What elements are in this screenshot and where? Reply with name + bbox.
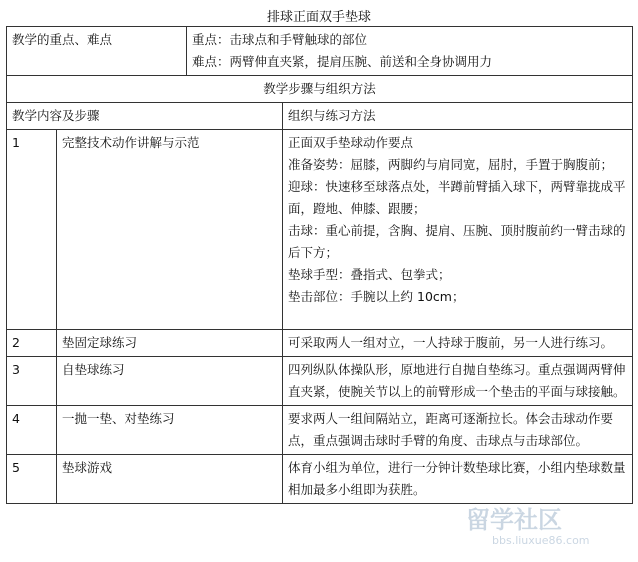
watermark-logo (462, 502, 632, 548)
row-method (283, 406, 633, 455)
focus-text: 重点：击球点和手臂触球的部位 (192, 32, 368, 47)
method-line: 垫球手型：叠指式、包拳式； (288, 267, 451, 282)
method-line: 体育小组为单位，进行一分钟计数垫球比赛，小组内垫球数量相加最多小组即为获胜。 (288, 460, 626, 497)
method-line: 要求两人一组间隔站立，距离可逐渐拉长。体会击球动作要点，重点强调击球时手臂的角度、击球点与击球部位。 (288, 411, 614, 448)
row-method (283, 330, 633, 357)
row-number: 3 (7, 357, 57, 406)
method-line: 击球：重心前提，含胸、提肩、压腕、顶肘腹前约一臂击球的后下方； (288, 223, 626, 260)
table-row (7, 357, 633, 406)
svg-text:留学社区: 留学社区 (466, 506, 562, 534)
row-content: 自垫球练习 (57, 357, 283, 406)
row-number: 1 (7, 130, 57, 330)
method-line: 准备姿势：屈膝，两脚约与肩同宽，屈肘，手置于胸腹前； (288, 157, 614, 172)
row-content: 垫固定球练习 (57, 330, 283, 357)
section-header: 教学步骤与组织方法 (7, 76, 633, 103)
key-points-row (7, 27, 633, 76)
table-row (7, 406, 633, 455)
section-header-row (7, 76, 633, 103)
method-line: 迎球：快速移至球落点处，半蹲前臂插入球下，两臂靠拢成平面，蹬地、伸膝、跟腰； (288, 179, 626, 216)
table-row (7, 130, 633, 330)
row-content: 一抛一垫、对垫练习 (57, 406, 283, 455)
column-header-content: 教学内容及步骤 (7, 103, 283, 130)
row-content: 垫球游戏 (57, 455, 283, 504)
table-row (7, 455, 633, 504)
method-line: 四列纵队体操队形，原地进行自抛自垫练习。重点强调两臂伸直夹紧，使腕关节以上的前臂形成一个垫击的平面与球接触。 (288, 362, 626, 399)
method-line: 垫击部位：手腕以上约 10cm； (288, 289, 465, 304)
row-number: 4 (7, 406, 57, 455)
row-method (283, 357, 633, 406)
svg-text:bbs.liuxue86.com: bbs.liuxue86.com (492, 534, 590, 547)
row-method (283, 130, 633, 330)
table-row (7, 330, 633, 357)
method-line: 可采取两人一组对立，一人持球于腹前，另一人进行练习。 (288, 335, 614, 350)
document-title: 排球正面双手垫球 (266, 10, 371, 25)
column-header-row (7, 103, 633, 130)
lesson-plan-table (6, 26, 633, 504)
column-header-method: 组织与练习方法 (283, 103, 633, 130)
method-line: 正面双手垫球动作要点 (288, 135, 414, 150)
row-method (283, 455, 633, 504)
row-number: 2 (7, 330, 57, 357)
row-content: 完整技术动作讲解与示范 (57, 130, 283, 330)
difficulty-text: 难点：两臂伸直夹紧，提肩压腕、前送和全身协调用力 (192, 54, 493, 69)
key-points-label: 教学的重点、难点 (7, 27, 187, 76)
key-points-cell (187, 27, 633, 76)
row-number: 5 (7, 455, 57, 504)
